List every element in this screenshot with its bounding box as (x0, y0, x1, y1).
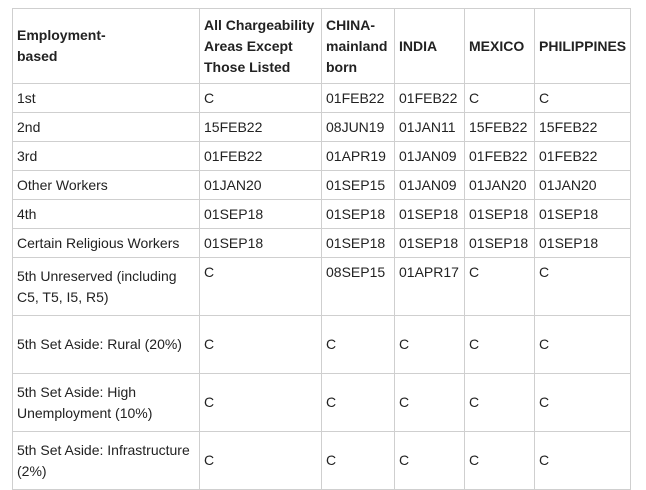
table-cell: 01SEP18 (200, 229, 322, 258)
table-cell: C (200, 258, 322, 316)
table-cell: C (200, 316, 322, 374)
table-cell: C (465, 258, 535, 316)
table-cell: 01JAN20 (535, 171, 631, 200)
table-cell: 01SEP18 (322, 200, 395, 229)
table-cell: C (535, 258, 631, 316)
table-row (13, 229, 631, 258)
table-cell: C (200, 432, 322, 490)
table-cell: C (535, 374, 631, 432)
row-label: 5th Set Aside: Rural (20%) (13, 316, 200, 374)
table-cell: 01JAN20 (465, 171, 535, 200)
table-row (13, 200, 631, 229)
visa-bulletin-table (12, 8, 631, 490)
row-label: 2nd (13, 113, 200, 142)
table-cell: C (200, 374, 322, 432)
table-row (13, 113, 631, 142)
table-row (13, 374, 631, 432)
table-cell: 01JAN11 (395, 113, 465, 142)
header-row (13, 9, 631, 84)
table-cell: 01FEB22 (465, 142, 535, 171)
table-cell: C (465, 432, 535, 490)
table-cell: 01FEB22 (535, 142, 631, 171)
table-cell: 08SEP15 (322, 258, 395, 316)
header-mexico: MEXICO (465, 9, 535, 84)
row-label: 5th Set Aside: Infrastructure (2%) (13, 432, 200, 490)
table-cell: 01SEP15 (322, 171, 395, 200)
table-cell: C (535, 316, 631, 374)
header-philippines: PHILIPPINES (535, 9, 631, 84)
table-row (13, 171, 631, 200)
table-cell: C (322, 374, 395, 432)
row-label: Other Workers (13, 171, 200, 200)
row-label: Certain Religious Workers (13, 229, 200, 258)
table-cell: 01SEP18 (535, 229, 631, 258)
table-row (13, 142, 631, 171)
table-cell: C (465, 316, 535, 374)
table-row (13, 84, 631, 113)
table-cell: C (395, 432, 465, 490)
table-cell: 01FEB22 (200, 142, 322, 171)
table-cell: C (322, 432, 395, 490)
table-row (13, 432, 631, 490)
table-cell: 01SEP18 (535, 200, 631, 229)
table-row (13, 316, 631, 374)
table-cell: 01SEP18 (395, 229, 465, 258)
row-label: 1st (13, 84, 200, 113)
table-cell: 15FEB22 (535, 113, 631, 142)
table-cell: 01SEP18 (395, 200, 465, 229)
table-cell: C (200, 84, 322, 113)
table-cell: 01SEP18 (200, 200, 322, 229)
table-cell: C (395, 316, 465, 374)
header-china: CHINA-mainland born (322, 9, 395, 84)
table-cell: 01SEP18 (322, 229, 395, 258)
table-cell: C (465, 374, 535, 432)
table-cell: 01APR17 (395, 258, 465, 316)
table-cell: 01JAN09 (395, 171, 465, 200)
row-label: 5th Unreserved (including C5, T5, I5, R5) (13, 258, 200, 316)
table-row (13, 258, 631, 316)
header-all-chargeability: All Chargeability Areas Except Those Listed (200, 9, 322, 84)
table-cell: 15FEB22 (465, 113, 535, 142)
table-cell: C (535, 84, 631, 113)
table-cell: 08JUN19 (322, 113, 395, 142)
row-label: 3rd (13, 142, 200, 171)
table-cell: 01SEP18 (465, 200, 535, 229)
table-cell: 01FEB22 (395, 84, 465, 113)
header-employment-based: Employment- based (13, 9, 200, 84)
table-cell: C (535, 432, 631, 490)
table-cell: C (322, 316, 395, 374)
row-label: 4th (13, 200, 200, 229)
table-cell: 01JAN20 (200, 171, 322, 200)
table-cell: 01JAN09 (395, 142, 465, 171)
table-cell: 01SEP18 (465, 229, 535, 258)
table-cell: 01FEB22 (322, 84, 395, 113)
row-label: 5th Set Aside: High Unemployment (10%) (13, 374, 200, 432)
table-cell: C (395, 374, 465, 432)
table-cell: C (465, 84, 535, 113)
header-india: INDIA (395, 9, 465, 84)
table-cell: 15FEB22 (200, 113, 322, 142)
table-cell: 01APR19 (322, 142, 395, 171)
